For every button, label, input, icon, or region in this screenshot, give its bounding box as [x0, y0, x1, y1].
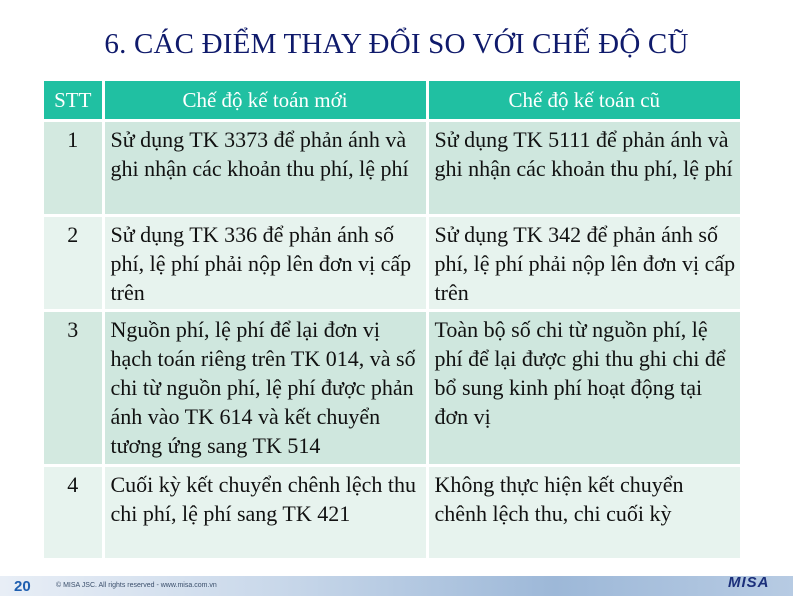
row-number: 1 [44, 121, 103, 216]
comparison-table [44, 81, 740, 558]
footer-logo: 20 [14, 578, 31, 595]
old-regime-cell: Sử dụng TK 5111 để phản ánh và ghi nhận các khoản thu phí, lệ phí [427, 121, 740, 216]
brand-logo: MISA [728, 574, 770, 591]
old-regime-cell: Sử dụng TK 342 để phản ánh số phí, lệ phí phải nộp lên đơn vị cấp trên [427, 216, 740, 311]
footer-copyright: © MISA JSC. All rights reserved - www.misa.com.vn [56, 582, 217, 589]
table-row [44, 216, 740, 311]
new-regime-cell: Nguồn phí, lệ phí để lại đơn vị hạch toán riêng trên TK 014, và số chi từ nguồn phí, lệ phí được phản ánh vào TK 614 và kết chuyển tương ứng sang TK 514 [103, 311, 427, 466]
table-row [44, 121, 740, 216]
new-regime-cell: Sử dụng TK 3373 để phản ánh và ghi nhận các khoản thu phí, lệ phí [103, 121, 427, 216]
new-regime-cell: Cuối kỳ kết chuyển chênh lệch thu chi phí, lệ phí sang TK 421 [103, 466, 427, 558]
row-number: 3 [44, 311, 103, 466]
new-regime-cell: Sử dụng TK 336 để phản ánh số phí, lệ phí phải nộp lên đơn vị cấp trên [103, 216, 427, 311]
column-header-old-regime: Chế độ kế toán cũ [427, 81, 740, 121]
page-title: 6. CÁC ĐIỂM THAY ĐỔI SO VỚI CHẾ ĐỘ CŨ [104, 28, 689, 60]
old-regime-cell: Không thực hiện kết chuyển chênh lệch thu, chi cuối kỳ [427, 466, 740, 558]
table-row [44, 466, 740, 558]
table-row [44, 311, 740, 466]
column-header-new-regime: Chế độ kế toán mới [103, 81, 427, 121]
column-header-stt: STT [44, 81, 103, 121]
row-number: 2 [44, 216, 103, 311]
row-number: 4 [44, 466, 103, 558]
table-header-row [44, 81, 740, 121]
old-regime-cell: Toàn bộ số chi từ nguồn phí, lệ phí để lại được ghi thu ghi chi để bổ sung kinh phí hoạt động tại đơn vị [427, 311, 740, 466]
